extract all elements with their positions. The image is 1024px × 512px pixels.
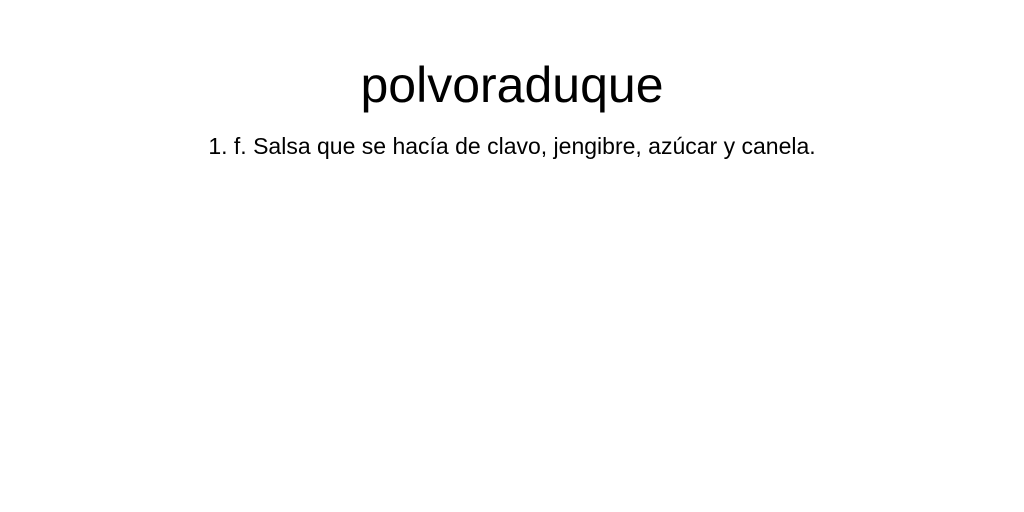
definition-text: 1. f. Salsa que se hacía de clavo, jengibre, azúcar y canela.	[208, 133, 816, 159]
headword: polvoraduque	[360, 57, 664, 113]
